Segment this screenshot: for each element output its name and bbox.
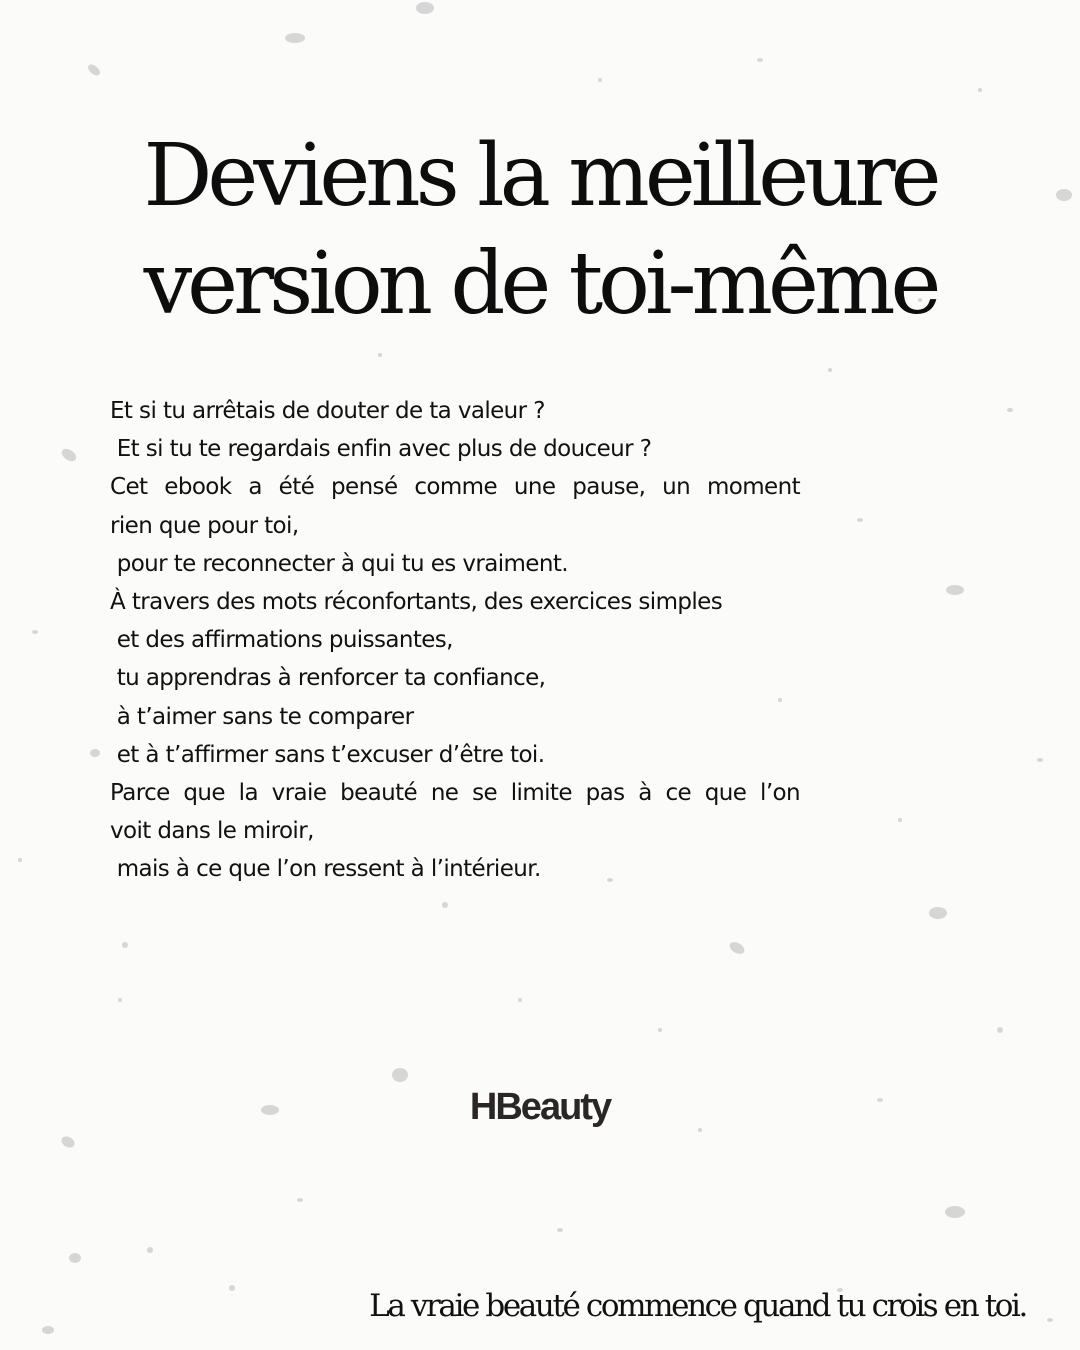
body-line: pour te reconnecter à qui tu es vraiment.	[110, 550, 568, 577]
page-title	[0, 122, 1080, 338]
body-line: Parce que la vraie beauté ne se limite pas à ce que l’on	[110, 780, 800, 807]
body-line: et des affirmations puissantes,	[110, 627, 453, 654]
intro-paragraph	[110, 392, 800, 889]
body-line: Et si tu arrêtais de douter de ta valeur ?	[110, 398, 545, 424]
body-line: À travers des mots réconfortants, des exercices simples	[110, 589, 723, 616]
title-line-2: version de toi-même	[143, 234, 937, 334]
brand-logo-text: HBeauty	[469, 1086, 611, 1128]
body-line: Cet ebook a été pensé comme une pause, un moment	[110, 474, 800, 501]
body-line: tu apprendras à renforcer ta confiance,	[110, 665, 546, 692]
body-line: rien que pour toi,	[110, 512, 299, 539]
body-line: Et si tu te regardais enfin avec plus de douceur ?	[110, 436, 652, 463]
body-line: et à t’affirmer sans t’excuser d’être toi.	[110, 741, 545, 768]
body-line: à t’aimer sans te comparer	[110, 703, 414, 730]
title-line-1: Deviens la meilleure	[143, 126, 937, 226]
tagline: La vraie beauté commence quand tu crois en toi.	[369, 1288, 1026, 1324]
body-line: voit dans le miroir,	[110, 818, 314, 845]
body-line: mais à ce que l’on ressent à l’intérieur.	[110, 856, 541, 883]
